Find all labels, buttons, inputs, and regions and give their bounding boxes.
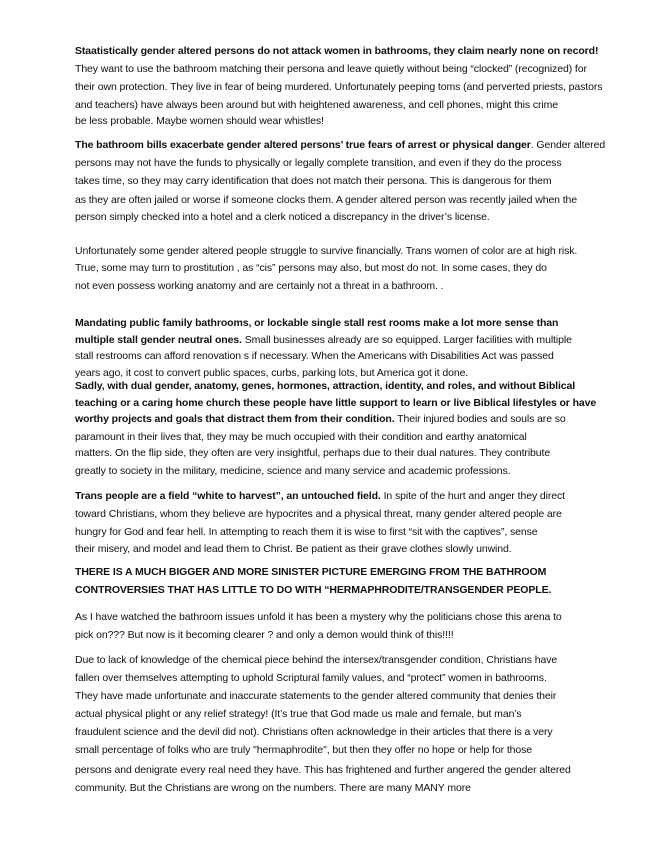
text-line — [75, 115, 324, 128]
line-text: and teachers) have always been around but with heightened awareness, and cell phones, might this crime — [75, 99, 559, 111]
bold-text: Mandating public family bathrooms, or lockable single stall rest rooms make a lot more sense than — [75, 317, 559, 329]
text-line — [75, 63, 587, 76]
line-text: greatly to society in the military, medicine, science and many service and academic professions. — [75, 465, 511, 477]
text-line — [75, 194, 577, 207]
text-line — [75, 99, 558, 112]
text-line — [75, 782, 471, 795]
line-text: pick on??? But now is it becoming clearer ? and only a demon would think of this!!!! — [75, 629, 454, 641]
text-line — [75, 262, 547, 275]
line-text: Small businesses already are so equipped. Larger facilities with multiple — [241, 334, 572, 346]
line-text: In spite of the hurt and anger they direct — [380, 490, 565, 502]
text-line — [75, 744, 532, 757]
line-text: person simply checked into a hotel and a clerk noticed a discrepancy in the driver’s license. — [75, 211, 490, 223]
text-line — [75, 413, 566, 426]
line-text: takes time, so they may carry identification that does not match their persona. This is dangerous for them — [75, 175, 552, 187]
bold-text: Trans people are a field “white to harvest”, an untouched field. — [75, 490, 381, 502]
line-text: paramount in their lives that, they may be much occupied with their condition and earthy anatomical — [75, 431, 527, 443]
text-line — [75, 672, 547, 685]
text-line — [75, 380, 575, 393]
bold-text: worthy projects and goals that distract them from their condition. — [75, 413, 395, 425]
line-text: fraudulent science and the devil did not). Christians often acknowledge in their articles that there is a very — [75, 726, 553, 738]
bold-text: Sadly, with dual gender, anatomy, genes, hormones, attraction, identity, and roles, and without Biblical — [75, 380, 576, 392]
text-line — [75, 334, 572, 347]
line-text: their own protection. They live in fear of being murdered. Unfortunately peeping toms (and perverted priests, pastors — [75, 81, 603, 93]
text-line — [75, 157, 561, 170]
line-text: stall restrooms can afford renovation s if necessary. When the Americans with Disabilities Act was passed — [75, 350, 554, 362]
bold-text: Staatistically gender altered persons do not attack women in bathrooms, they claim nearly none on record! — [75, 45, 599, 57]
text-line — [75, 726, 553, 739]
text-line — [75, 245, 577, 258]
bold-text: THERE IS A MUCH BIGGER AND MORE SINISTER PICTURE EMERGING FROM THE BATHROOM — [75, 566, 547, 578]
text-line — [75, 764, 571, 777]
bold-text: The bathroom bills exacerbate gender altered persons’ true fears of arrest or physical danger — [75, 139, 531, 151]
text-line — [75, 81, 602, 94]
line-text: their misery, and model and lead them to Christ. Be patient as their grave clothes slowly unwind. — [75, 543, 512, 555]
line-text: not even possess working anatomy and are certainly not a threat in a bathroom. . — [75, 280, 444, 292]
text-line — [75, 508, 562, 521]
line-text: They have made unfortunate and inaccurate statements to the gender altered community that denies their — [75, 690, 557, 702]
line-text: Their injured bodies and souls are so — [394, 413, 566, 425]
text-line — [75, 280, 443, 293]
text-line — [75, 350, 554, 363]
text-line — [75, 317, 558, 330]
text-line — [75, 490, 565, 503]
bold-text: teaching or a caring home church these people have little support to learn or live Biblical lifestyles or have — [75, 397, 597, 409]
bold-text: CONTROVERSIES THAT HAS LITTLE TO DO WITH “HERMAPHRODITE/TRANSGENDER PEOPLE. — [75, 584, 552, 596]
text-line — [75, 45, 598, 58]
line-text: small percentage of folks who are truly "hermaphrodite", but then they offer no hope or help for those — [75, 744, 532, 756]
bold-text: multiple stall gender neutral ones. — [75, 334, 242, 346]
text-line — [75, 566, 546, 579]
text-line — [75, 690, 556, 703]
line-text: as they are often jailed or worse if someone clocks them. A gender altered person was recently jailed when the — [75, 194, 578, 206]
line-text: be less probable. Maybe women should wear whistles! — [75, 115, 324, 127]
text-line — [75, 465, 511, 478]
line-text: fallen over themselves attempting to uphold Scriptural family values, and “protect” women in bathrooms. — [75, 672, 547, 684]
text-line — [75, 526, 538, 539]
text-line — [75, 708, 522, 721]
text-line — [75, 543, 512, 556]
line-text: They want to use the bathroom matching their persona and leave quietly without being “clocked” (recognized) for — [75, 63, 587, 75]
line-text: community. But the Christians are wrong on the numbers. There are many MANY more — [75, 782, 471, 794]
line-text: persons and denigrate every real need they have. This has frightened and further angered the gender altered — [75, 764, 571, 776]
text-line — [75, 367, 468, 380]
line-text: matters. On the flip side, they often are very insightful, perhaps due to their dual natures. They contribute — [75, 447, 551, 459]
text-line — [75, 211, 490, 224]
line-text: . Gender altered — [530, 139, 606, 151]
line-text: Due to lack of knowledge of the chemical piece behind the intersex/transgender condition, Christians have — [75, 654, 558, 666]
line-text: As I have watched the bathroom issues unfold it has been a mystery why the politicians chose this arena to — [75, 611, 562, 623]
text-line — [75, 654, 557, 667]
line-text: actual physical plight or any relief strategy! (It’s true that God made us male and female, but man’s — [75, 708, 522, 720]
text-line — [75, 629, 454, 642]
line-text: hungry for God and fear hell. In attempting to reach them it is wise to first “sit with the captives”, sense — [75, 526, 538, 538]
text-line — [75, 139, 605, 152]
text-line — [75, 397, 596, 410]
text-line — [75, 447, 550, 460]
line-text: persons may not have the funds to physically or legally complete transition, and even if they do the process — [75, 157, 562, 169]
line-text: Unfortunately some gender altered people struggle to survive financially. Trans women of color are at high risk. — [75, 245, 578, 257]
line-text: toward Christians, whom they believe are hypocrites and a physical threat, many gender altered people are — [75, 508, 562, 520]
text-line — [75, 175, 552, 188]
line-text: True, some may turn to prostitution , as “cis” persons may also, but most do not. In some cases, they do — [75, 262, 547, 274]
text-line — [75, 431, 527, 444]
text-line — [75, 611, 562, 624]
text-line — [75, 584, 551, 597]
line-text: years ago, it cost to convert public spaces, curbs, parking lots, but America got it done. — [75, 367, 469, 379]
